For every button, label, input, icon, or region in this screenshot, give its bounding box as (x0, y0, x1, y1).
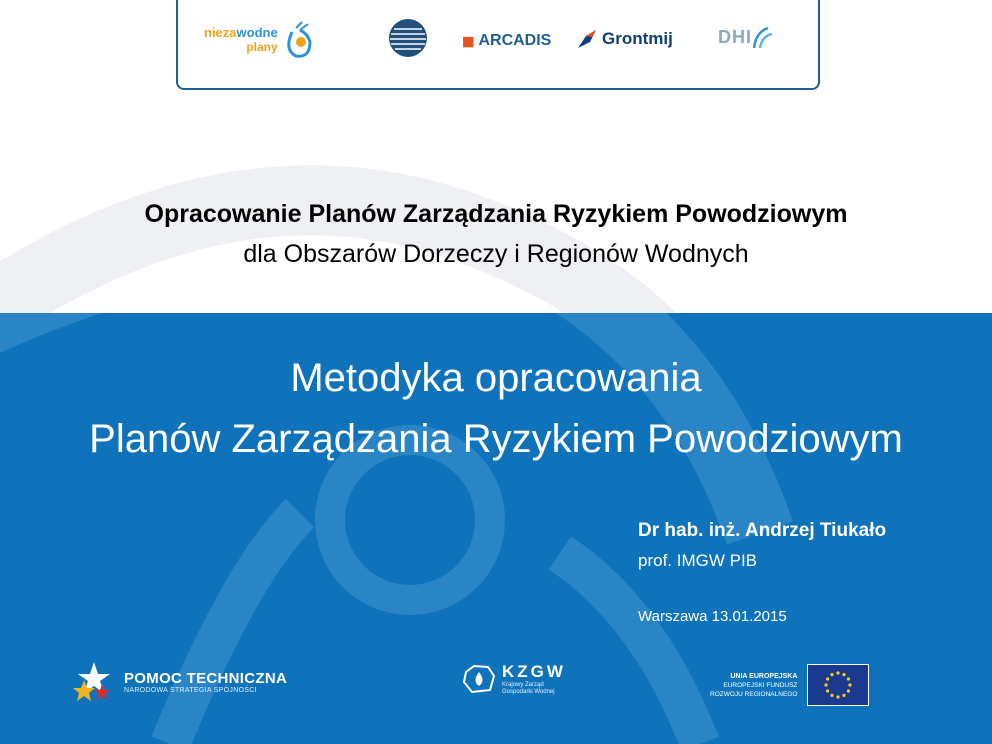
eu-line-2: EUROPEJSKI FUNDUSZ (723, 681, 798, 689)
eu-fund-logo (710, 664, 869, 706)
kzgw-logo (462, 662, 566, 696)
presentation-title-line-2: Planów Zarządzania Ryzykiem Powodziowym (89, 417, 903, 461)
institute-circle-logo (388, 18, 428, 58)
eu-stars-icon (808, 665, 868, 705)
kzgw-subtitle-1: Krajowy Zarząd (502, 682, 544, 688)
kzgw-subtitle-2: Gospodarki Wodnej (502, 689, 555, 695)
project-subtitle: dla Obszarów Dorzeczy i Regionów Wodnych (243, 240, 749, 268)
stars-icon (70, 660, 118, 704)
eu-line-3: ROZWOJU REGIONALNEGO (710, 690, 798, 698)
partner-logos-frame (176, 0, 820, 90)
dhi-logo-text: DHI (718, 26, 752, 47)
dhi-logo (718, 24, 774, 50)
eu-flag-icon (807, 664, 869, 706)
arcadis-logo-text: ARCADIS (478, 32, 552, 49)
pomoc-techniczna-title: POMOC TECHNICZNA (124, 670, 288, 687)
globe-icon (388, 18, 428, 58)
water-drop-map-icon (462, 664, 496, 694)
niezawodne-logo-text-c: plany (246, 40, 278, 54)
grontmij-icon (576, 28, 598, 50)
eu-line-1: UNIA EUROPEJSKA (730, 672, 798, 680)
project-title: Opracowanie Planów Zarządzania Ryzykiem Powodziowym (144, 200, 848, 228)
grontmij-logo (576, 28, 673, 50)
pomoc-techniczna-logo (70, 660, 287, 704)
arcadis-logo (462, 32, 551, 50)
water-drop-icon (284, 20, 314, 60)
presentation-title-line-1: Metodyka opracowania (290, 356, 702, 400)
niezawodne-logo-text-b: wodne (236, 25, 278, 40)
niezawodne-logo-text-a: nieza (204, 25, 237, 40)
arcadis-icon: ◼ (462, 33, 475, 50)
pomoc-techniczna-subtitle: NARODOWA STRATEGIA SPÓJNOŚCI (124, 687, 257, 694)
water-splash-icon (752, 24, 774, 50)
kzgw-title: KZGW (502, 662, 566, 681)
presentation-date: Warszawa 13.01.2015 (638, 608, 787, 625)
author-name: Dr hab. inż. Andrzej Tiukało (638, 520, 887, 541)
author-affiliation: prof. IMGW PIB (638, 551, 758, 570)
niezawodne-plany-logo (204, 20, 314, 60)
grontmij-logo-text: Grontmij (602, 29, 673, 48)
